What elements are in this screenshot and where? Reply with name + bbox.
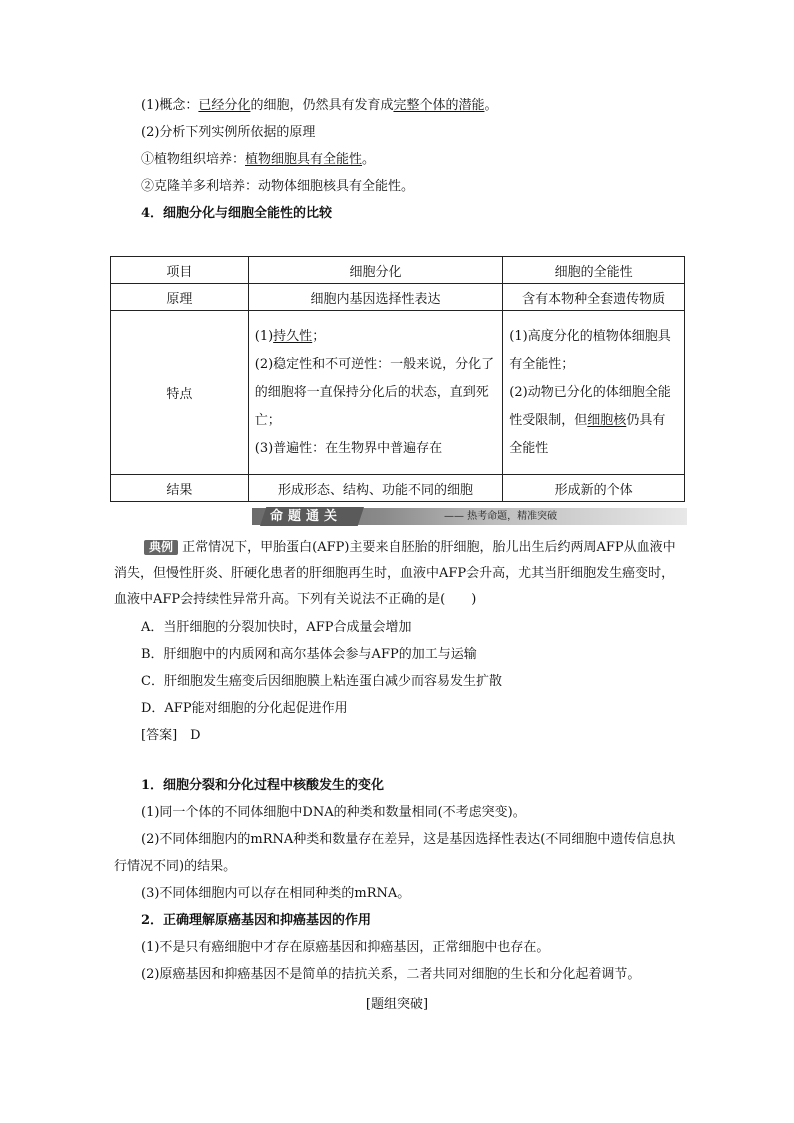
concept-text: 的细胞，仍然具有发育成 [250,98,394,113]
table-cell: 形成新的个体 [503,475,685,502]
concept-line [141,97,497,115]
concept-label: (1)概念： [141,98,199,113]
section-banner [252,508,687,525]
note-1: (1)同一个体的不同体细胞中DNA的种类和数量相同(不考虑突变)。 [141,805,526,820]
table-cell-differentiation-features [248,311,503,475]
table-header-row [111,257,685,284]
option-d: D．AFP能对细胞的分化起促进作用 [141,701,348,716]
table-cell: 细胞内基因选择性表达 [248,284,503,311]
note-2: (2)不同体细胞内的mRNA种类和数量存在差异，这是基因选择性表达(不同细胞中遗传信息执行情况不同)的结果。 [114,832,676,874]
plant-culture-end: 。 [362,152,376,167]
concept-end: 。 [484,98,498,113]
dolly-line: ②克隆羊多利培养：动物体细胞核具有全能性。 [141,179,415,194]
banner-title: 命题通关 [270,509,343,524]
concept-underline-1: 已经分化 [198,98,251,113]
plant-culture-label: ①植物组织培养： [141,152,246,167]
note-5: (2)原癌基因和抑癌基因不是简单的拮抗关系，二者共同对细胞的生长和分化起着调节。 [141,967,641,982]
notes-heading-1: 1．细胞分裂和分化过程中核酸发生的变化 [141,778,385,793]
example-stem-text: 正常情况下，甲胎蛋白(AFP)主要来自胚胎的肝细胞，胎儿出生后约两周AFP从血液中消失，但慢性肝炎、肝硬化患者的肝细胞再生时，血液中AFP会升高，尤其当肝细胞发生癌变时，血液中AFP会持续性异常升高。下列有关说法不正确的是( ) [114,540,676,607]
table-row-principle [111,284,685,311]
totipotency-1: (1)高度分化的植物体细胞具有全能性； [509,328,671,372]
table-header: 细胞的全能性 [503,257,685,284]
feature-3: (3)普遍性：在生物界中普遍存在 [254,440,443,456]
note-4: (1)不是只有癌细胞中才存在原癌基因和抑癌基因，正常细胞中也存在。 [141,940,550,955]
analysis-line: (2)分析下列实例所依据的原理 [141,125,316,140]
plant-culture-underline: 植物细胞具有全能性 [245,152,363,167]
comparison-table [110,256,685,502]
table-row-feature [111,311,685,475]
group-practice-heading: [题组突破] [365,997,429,1012]
table-cell: 结果 [111,475,249,502]
section-4-heading: 4．细胞分化与细胞全能性的比较 [141,206,333,221]
table-cell: 特点 [111,311,249,475]
option-a: A．当肝细胞的分裂加快时，AFP合成量会增加 [141,620,412,635]
option-b: B．肝细胞中的内质网和高尔基体会参与AFP的加工与运输 [141,647,477,662]
answer: [答案] D [141,728,201,743]
table-cell: 含有本物种全套遗传物质 [503,284,685,311]
banner-subtitle: —— 热考命题，精准突破 [444,511,558,522]
notes-heading-2: 2．正确理解原癌基因和抑癌基因的作用 [141,913,372,928]
table-cell: 原理 [111,284,249,311]
table-cell-totipotency-features [503,311,685,475]
example-stem [114,535,687,613]
feature-2: (2)稳定性和不可逆性：一般来说，分化了的细胞将一直保持分化后的状态，直到死亡； [254,356,495,428]
option-c: C．肝细胞发生癌变后因细胞膜上粘连蛋白减少而容易发生扩散 [141,674,502,689]
table-header: 项目 [111,257,249,284]
table-row-result [111,475,685,502]
concept-underline-2: 完整个体的潜能 [393,98,485,113]
plant-culture-line [141,151,375,169]
table-cell: 形成形态、结构、功能不同的细胞 [248,475,503,502]
table-header: 细胞分化 [248,257,503,284]
feature-1: (1)持久性； [254,328,326,344]
example-tag: 典例 [144,540,178,555]
note-3: (3)不同体细胞内可以存在相同种类的mRNA。 [141,886,411,901]
totipotency-2: (2)动物已分化的体细胞全能性受限制，但细胞核仍具有全能性 [509,384,671,456]
